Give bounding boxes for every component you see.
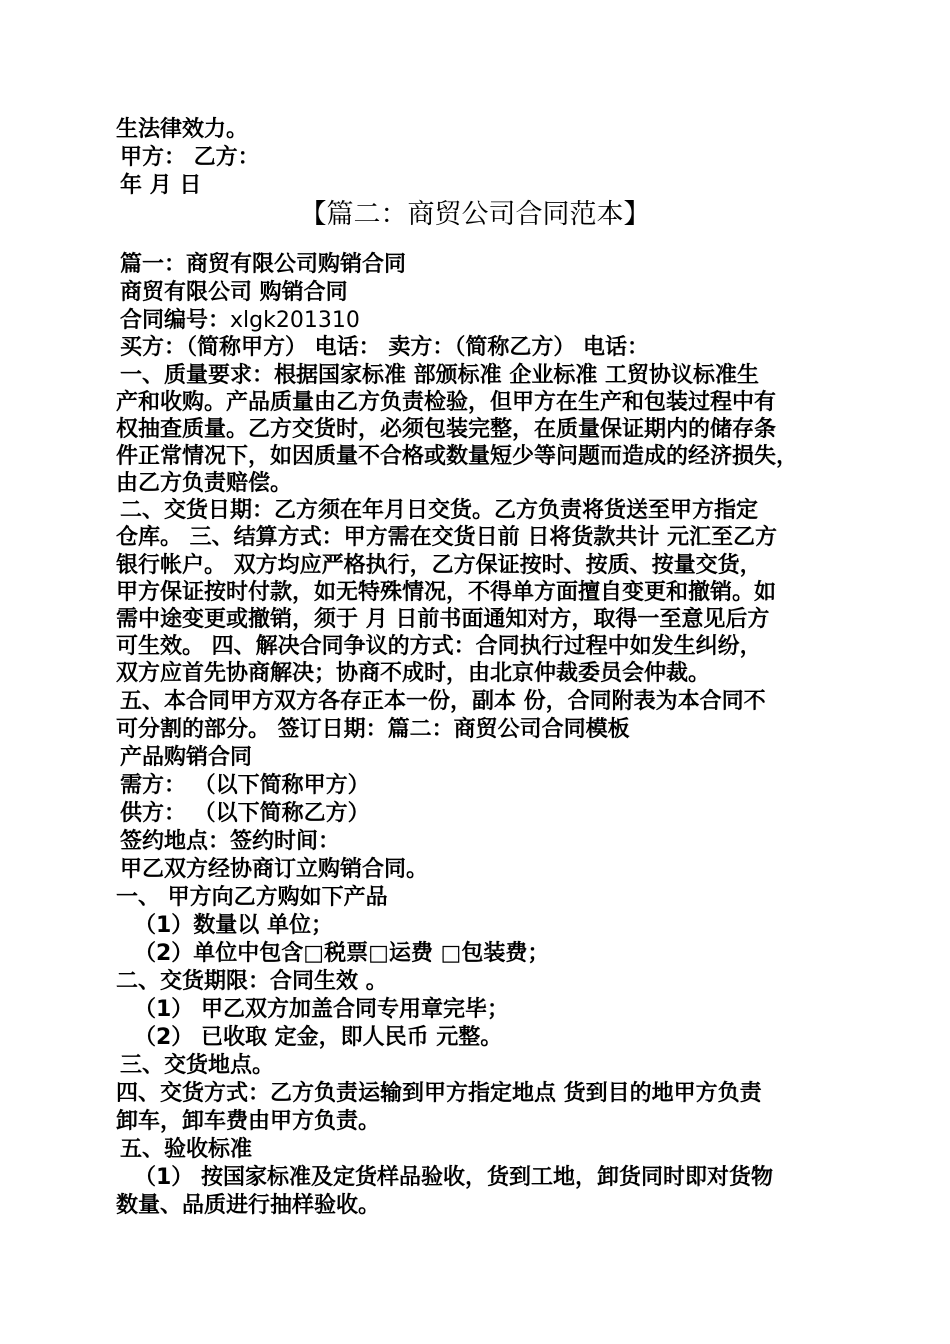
sub-item: （2）单位中包含□税票□运费 □包装费； [134, 941, 550, 966]
contract-number-line [120, 307, 360, 335]
clause-line: 产和收购。产品质量由乙方负责检验，但甲方在生产和包装过程中有 [116, 390, 777, 415]
clause-line: 可生效。 四、解决合同争议的方式：合同执行过程中如发生纠纷， [116, 634, 762, 659]
clause-line: 卸车，卸车费由甲方负责。 [116, 1109, 381, 1134]
clause-heading: 三、交货地点。 [120, 1053, 275, 1078]
sub-item: （2） 已收取 定金，即人民币 元整。 [134, 1025, 503, 1050]
clause-heading: 五、验收标准 [120, 1137, 253, 1162]
clause-line: 仓库。 三、结算方式：甲方需在交货日前 日将货款共计 元汇至乙方 [116, 525, 777, 550]
text-line: 生法律效力。 [116, 117, 249, 142]
clause-line: 需中途变更或撤销，须于 月 日前书面通知对方，取得一至意见后方 [116, 607, 770, 632]
section-title: 【篇二：商贸公司合同范本】 [299, 199, 651, 230]
contract-heading: 产品购销合同 [120, 745, 253, 770]
clause-line: 四、交货方式：乙方负责运输到甲方指定地点 货到目的地甲方负责 [116, 1081, 762, 1106]
signature-parties-line: 甲方： 乙方： [120, 145, 260, 170]
parties-line: 买方：（简称甲方） 电话： 卖方：（简称乙方） 电话： [120, 335, 649, 360]
contract-heading: 篇一：商贸有限公司购销合同 [120, 252, 407, 277]
clause-line: 可分割的部分。 签订日期：篇二：商贸公司合同模板 [116, 717, 630, 742]
date-line: 年 月 日 [120, 173, 202, 198]
clause-line: 五、本合同甲方双方各存正本一份，副本 份，合同附表为本合同不 [120, 689, 766, 714]
contract-number-value: xlgk201310 [230, 308, 360, 333]
clause-line: 件正常情况下，如因质量不合格或数量短少等问题而造成的经济损失， [116, 444, 799, 469]
buyer-line: 需方： （以下简称甲方） [120, 773, 370, 798]
signing-place-line: 签约地点：签约时间： [120, 829, 341, 854]
clause-line: 数量、品质进行抽样验收。 [116, 1193, 381, 1218]
clause-line: 权抽查质量。乙方交货时，必须包装完整，在质量保证期内的储存条 [116, 417, 777, 442]
clause-line: 二、交货日期：乙方须在年月日交货。乙方负责将货送至甲方指定 [120, 498, 759, 523]
sub-item: （1） 甲乙双方加盖合同专用章完毕； [134, 997, 509, 1022]
contract-subheading: 商贸有限公司 购销合同 [120, 280, 348, 305]
sub-item: （1） 按国家标准及定货样品验收，货到工地，卸货同时即对货物 [134, 1165, 773, 1190]
clause-heading: 一、 甲方向乙方购如下产品 [116, 885, 388, 910]
intro-line: 甲乙双方经协商订立购销合同。 [120, 857, 429, 882]
clause-line: 甲方保证按时付款，如无特殊情况，不得单方面擅自变更和撤销。如 [116, 580, 777, 605]
clause-line: 银行帐户。 双方均应严格执行，乙方保证按时、按质、按量交货， [116, 553, 762, 578]
contract-number-label: 合同编号： [120, 308, 231, 333]
clause-line: 由乙方负责赔偿。 [116, 471, 293, 496]
clause-heading: 二、交货期限：合同生效 。 [116, 969, 388, 994]
clause-line: 一、质量要求：根据国家标准 部颁标准 企业标准 工贸协议标准生 [120, 363, 759, 388]
sub-item: （1）数量以 单位； [134, 913, 333, 938]
supplier-line: 供方： （以下简称乙方） [120, 801, 370, 826]
clause-line: 双方应首先协商解决；协商不成时，由北京仲裁委员会仲裁。 [116, 661, 711, 686]
